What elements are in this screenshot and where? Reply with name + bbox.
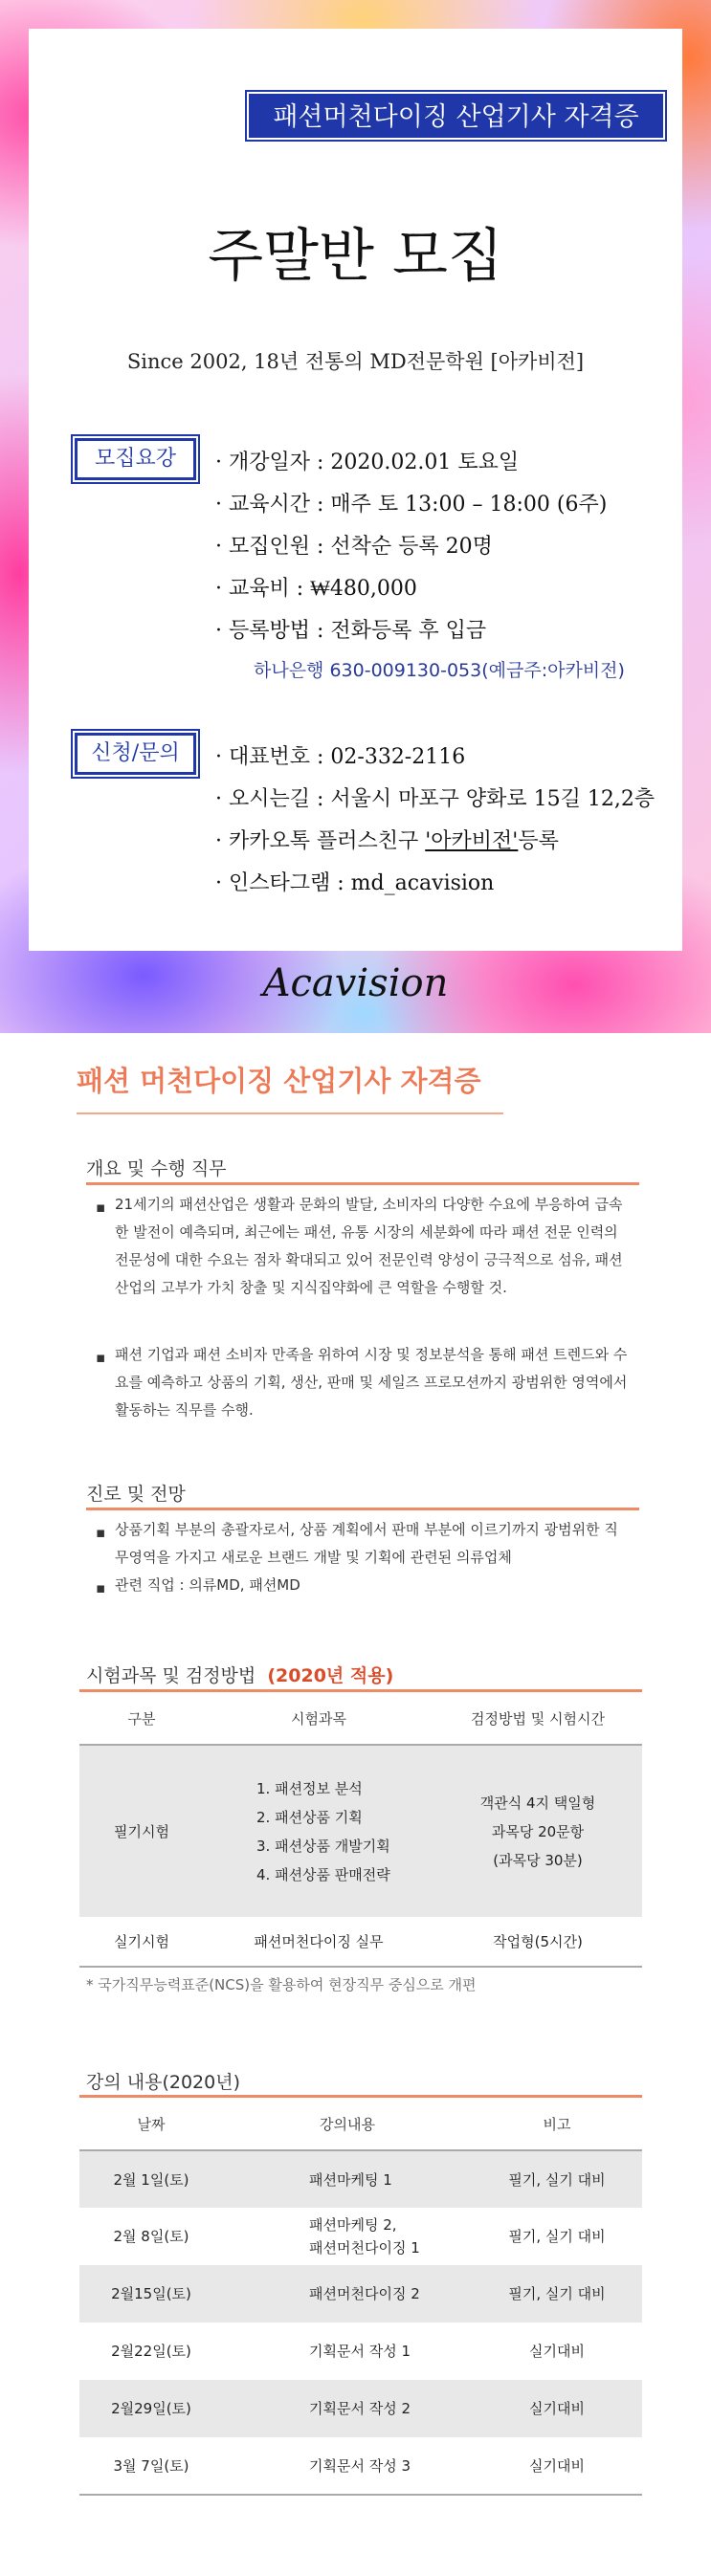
exam-note: * 국가직무능력표준(NCS)을 활용하여 현장직무 중심으로 개편 bbox=[86, 1976, 477, 1993]
exam-row-practical bbox=[79, 1917, 642, 1967]
lecture-heading: 강의 내용(2020년) bbox=[86, 2072, 240, 2093]
overview-paragraph-1: 21세기의 패션산업은 생활과 문화의 발달, 소비자의 다양한 수요에 부응하여 급속한 발전이 예측되며, 최근에는 패션, 유통 시장의 세분화에 따라 패션 전문 인력의 전문성에 대한 수요는 점차 확대되고 있어 전문인력 양성이 긍극적으로 섬유, 패션 산업의 고부가 가치 창출 및 지식집약화에 큰 역할을 수행할 것. bbox=[115, 1196, 623, 1296]
exam-written-subjects bbox=[204, 1745, 433, 1917]
exam-practical-label: 실기시험 bbox=[114, 1933, 169, 1950]
bullet-marker: ▪ bbox=[96, 1349, 106, 1366]
exam-header-subject: 시험과목 bbox=[291, 1709, 346, 1728]
career-paragraph-2: 관련 직업 : 의류MD, 패션MD bbox=[115, 1576, 300, 1594]
exam-heading-text: 시험과목 및 검정방법 bbox=[86, 1665, 256, 1686]
exam-practical-subject: 패션머천다이징 실무 bbox=[254, 1933, 384, 1950]
recruit-line-registration: · 등록방법 : 전화등록 후 입금 bbox=[215, 619, 487, 643]
since-tagline: Since 2002, 18년 전통의 MD전문학원 [아카비전] bbox=[126, 350, 585, 373]
kakao-prefix: · 카카오톡 플러스친구 bbox=[215, 829, 426, 853]
exam-written-label: 필기시험 bbox=[114, 1823, 169, 1840]
bullet-marker: ▪ bbox=[96, 1524, 106, 1541]
lecture-header-content: 강의내용 bbox=[320, 2115, 375, 2133]
lecture-date: 3월 7일(토) bbox=[113, 2456, 189, 2475]
lecture-content: 기획문서 작성 2 bbox=[309, 2400, 411, 2417]
overview-paragraph-2: 패션 기업과 패션 소비자 만족을 위하여 시장 및 정보분석을 통해 패션 트렌드와 수요를 예측하고 상품의 기획, 생산, 판매 및 세일즈 프로모션까지 광범위한 영역에서 활동하는 직무를 수행. bbox=[115, 1346, 628, 1419]
lecture-row bbox=[79, 2323, 642, 2380]
exam-subject: 1. 패션정보 분석 bbox=[256, 1779, 363, 1797]
lecture-row bbox=[79, 2265, 642, 2323]
certificate-badge: 패션머천다이징 산업기사 자격증 bbox=[247, 92, 665, 140]
lecture-content: 기획문서 작성 1 bbox=[309, 2343, 411, 2360]
exam-practical-method: 작업형(5시간) bbox=[493, 1933, 583, 1950]
lecture-note: 실기대비 bbox=[529, 2343, 585, 2360]
lecture-content: 패션마케팅 2, 패션머천다이징 1 bbox=[309, 2216, 420, 2257]
exam-row-written bbox=[79, 1745, 642, 1917]
poster-banner bbox=[0, 0, 711, 1033]
contact-phone: · 대표번호 : 02-332-2116 bbox=[215, 745, 466, 769]
brand-logo: Acavision bbox=[262, 961, 449, 1005]
lecture-note: 실기대비 bbox=[529, 2456, 585, 2475]
recruit-line-start-date: · 개강일자 : 2020.02.01 토요일 bbox=[215, 451, 520, 474]
overview-divider bbox=[86, 1182, 639, 1185]
lecture-header-note: 비고 bbox=[543, 2115, 571, 2133]
recruit-line-fee: · 교육비 : ₩480,000 bbox=[215, 577, 417, 601]
section-title-underline bbox=[77, 1112, 503, 1114]
overview-heading: 개요 및 수행 직무 bbox=[86, 1158, 227, 1179]
kakao-channel-name: '아카비전' bbox=[425, 829, 519, 853]
lecture-content: 기획문서 작성 3 bbox=[309, 2456, 411, 2475]
lecture-table bbox=[79, 2098, 642, 2496]
exam-written-method bbox=[433, 1745, 642, 1917]
lecture-row bbox=[79, 2150, 642, 2208]
lecture-date: 2월 8일(토) bbox=[113, 2228, 189, 2245]
lecture-note: 필기, 실기 대비 bbox=[508, 2285, 606, 2302]
kakao-suffix: 등록 bbox=[518, 829, 559, 853]
recruit-line-hours: · 교육시간 : 매주 토 13:00 – 18:00 (6주) bbox=[215, 493, 608, 517]
bank-account: 하나은행 630-009130-053(예금주:아카비전) bbox=[254, 660, 625, 681]
lecture-note: 실기대비 bbox=[529, 2400, 585, 2417]
exam-heading-year: (2020년 적용) bbox=[267, 1665, 394, 1686]
lecture-content: 패션마케팅 1 bbox=[309, 2170, 392, 2189]
exam-method-line: 객관식 4지 택일형 bbox=[479, 1794, 596, 1812]
exam-subject: 2. 패션상품 기획 bbox=[256, 1808, 363, 1826]
exam-header-row bbox=[79, 1692, 642, 1745]
exam-table bbox=[79, 1692, 642, 1968]
contact-label: 신청/문의 bbox=[75, 733, 196, 775]
exam-heading bbox=[86, 1662, 393, 1687]
contact-instagram: · 인스타그램 : md_acavision bbox=[215, 871, 495, 895]
lecture-date: 2월 1일(토) bbox=[113, 2170, 189, 2189]
exam-subject: 4. 패션상품 판매전략 bbox=[256, 1865, 390, 1883]
bullet-marker: ▪ bbox=[96, 1579, 106, 1596]
contact-kakao bbox=[215, 825, 559, 854]
lecture-row bbox=[79, 2437, 642, 2495]
contact-address: · 오시는길 : 서울시 마포구 양화로 15길 12,2층 bbox=[215, 787, 655, 811]
exam-subject: 3. 패션상품 개발기획 bbox=[256, 1837, 390, 1855]
lecture-note: 필기, 실기 대비 bbox=[508, 2170, 606, 2189]
lecture-header-date: 날짜 bbox=[137, 2115, 166, 2133]
lecture-date: 2월22일(토) bbox=[111, 2343, 191, 2360]
career-divider bbox=[86, 1508, 639, 1510]
poster-headline: 주말반 모집 bbox=[208, 223, 503, 290]
career-heading: 진로 및 전망 bbox=[86, 1484, 186, 1505]
section-title: 패션 머천다이징 산업기사 자격증 bbox=[77, 1065, 481, 1097]
lecture-note: 필기, 실기 대비 bbox=[508, 2228, 606, 2245]
lecture-row bbox=[79, 2208, 642, 2265]
lecture-date: 2월29일(토) bbox=[111, 2400, 191, 2417]
recruit-line-capacity: · 모집인원 : 선착순 등록 20명 bbox=[215, 535, 493, 559]
recruit-label: 모집요강 bbox=[75, 438, 196, 480]
exam-header-type: 구분 bbox=[127, 1709, 156, 1728]
lecture-header-row bbox=[79, 2098, 642, 2150]
lecture-row bbox=[79, 2380, 642, 2437]
exam-method-line: 과목당 20문항 bbox=[491, 1822, 585, 1840]
lecture-content: 패션머천다이징 2 bbox=[309, 2285, 420, 2302]
exam-header-method: 검정방법 및 시험시간 bbox=[471, 1709, 605, 1728]
lecture-date: 2월15일(토) bbox=[111, 2285, 191, 2302]
exam-method-line: (과목당 30분) bbox=[493, 1851, 583, 1869]
career-paragraph-1: 상품기획 부분의 총괄자로서, 상품 계획에서 판매 부분에 이르기까지 광범위한 직무영역을 가지고 새로운 브랜드 개발 및 기획에 관련된 의류업체 bbox=[115, 1521, 618, 1566]
bullet-marker: ▪ bbox=[96, 1199, 106, 1216]
